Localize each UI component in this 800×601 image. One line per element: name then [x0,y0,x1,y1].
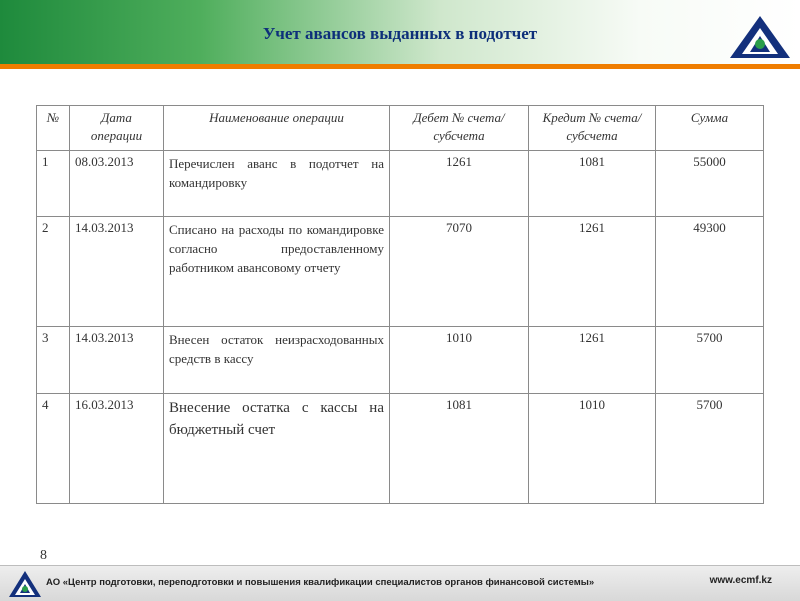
header-divider [0,64,800,69]
table-row [37,217,764,327]
cell-amount: 5700 [656,394,764,504]
footer-org-name: АО «Центр подготовки, переподготовки и повышения квалификации специалистов органов финансовой системы» [46,577,595,588]
col-header-number: № [37,106,70,151]
footer-url: www.ecmf.kz [709,575,772,586]
cell-number: 2 [37,217,70,327]
table-row [37,327,764,394]
cell-operation: Внесение остатка с кассы на бюджетный счет [164,394,390,504]
cell-credit: 1261 [529,327,656,394]
cell-date: 14.03.2013 [70,217,164,327]
org-logo-icon [728,14,792,60]
col-header-amount: Сумма [656,106,764,151]
page-number: 8 [40,548,47,563]
cell-amount: 49300 [656,217,764,327]
col-header-debit: Дебет № счета/субсчета [390,106,529,151]
cell-credit: 1261 [529,217,656,327]
org-logo-icon [8,570,42,598]
cell-number: 1 [37,151,70,217]
cell-date: 14.03.2013 [70,327,164,394]
cell-amount: 5700 [656,327,764,394]
cell-date: 08.03.2013 [70,151,164,217]
cell-operation: Списано на расходы по командировке согласно предоставленному работником авансовому отчету [164,217,390,327]
operations-table [36,105,764,504]
table-header-row [37,106,764,151]
cell-operation: Перечислен аванс в подотчет на командировку [164,151,390,217]
cell-number: 3 [37,327,70,394]
footer-bar [0,565,800,601]
cell-debit: 1010 [390,327,529,394]
cell-amount: 55000 [656,151,764,217]
col-header-credit: Кредит № счета/субсчета [529,106,656,151]
cell-debit: 1261 [390,151,529,217]
cell-number: 4 [37,394,70,504]
cell-debit: 1081 [390,394,529,504]
slide-title: Учет авансов выданных в подотчет [262,24,538,43]
col-header-operation: Наименование операции [164,106,390,151]
col-header-date: Дата операции [70,106,164,151]
table-row [37,394,764,504]
cell-credit: 1010 [529,394,656,504]
cell-operation: Внесен остаток неизрасходованных средств в кассу [164,327,390,394]
cell-credit: 1081 [529,151,656,217]
cell-debit: 7070 [390,217,529,327]
cell-date: 16.03.2013 [70,394,164,504]
table-row [37,151,764,217]
